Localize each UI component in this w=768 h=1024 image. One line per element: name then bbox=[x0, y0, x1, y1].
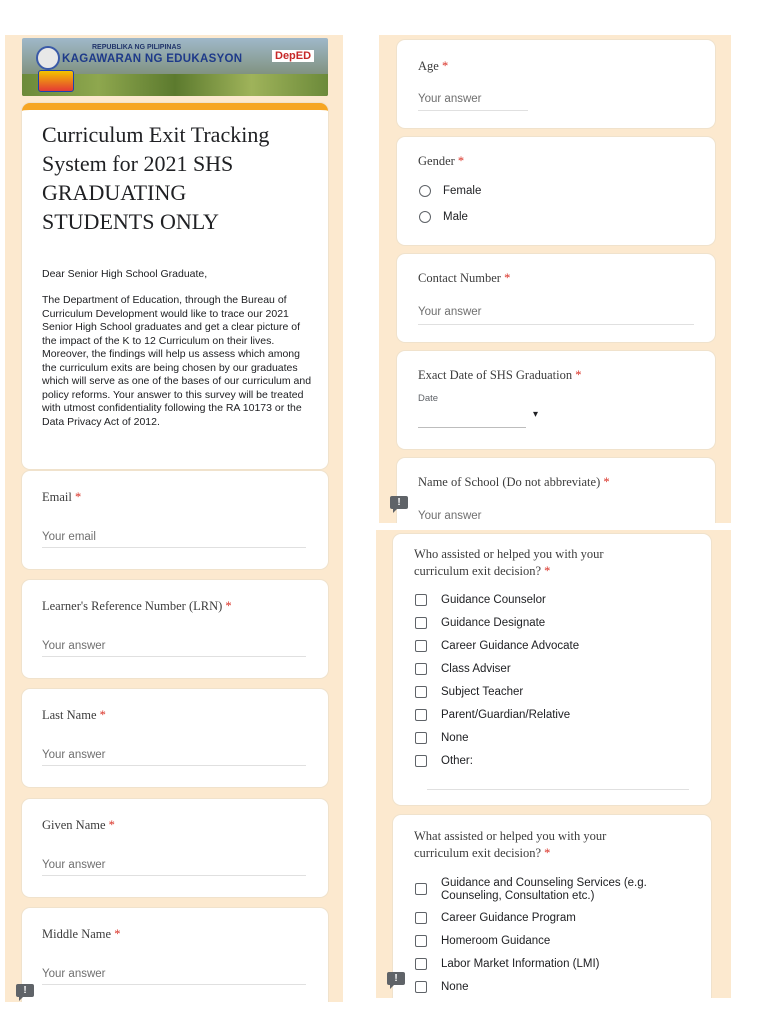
what-option-labor-market-information[interactable] bbox=[415, 958, 600, 970]
required-asterisk: * bbox=[575, 368, 582, 382]
other-text-input[interactable] bbox=[427, 789, 689, 790]
who-option-subject-teacher[interactable] bbox=[415, 686, 523, 698]
left-panel bbox=[5, 35, 343, 1002]
question-label: Contact Number bbox=[418, 271, 501, 285]
question-last-name bbox=[22, 689, 328, 787]
option-label: Guidance Counselor bbox=[441, 594, 546, 606]
question-label: Learner's Reference Number (LRN) bbox=[42, 599, 223, 613]
checkbox[interactable] bbox=[415, 883, 427, 895]
radio-button[interactable] bbox=[419, 211, 431, 223]
question-graduation-date bbox=[397, 351, 715, 449]
required-asterisk: * bbox=[504, 271, 511, 285]
what-option-career-guidance-program[interactable] bbox=[415, 912, 576, 924]
input-underline bbox=[418, 324, 694, 325]
date-dropdown-arrow-icon[interactable]: ▾ bbox=[533, 409, 539, 420]
required-asterisk: * bbox=[603, 475, 610, 489]
question-label: Gender bbox=[418, 154, 455, 168]
option-label: Class Adviser bbox=[441, 663, 511, 675]
email-input[interactable]: Your email bbox=[42, 531, 96, 543]
option-label: Guidance Designate bbox=[441, 617, 546, 629]
input-underline bbox=[42, 765, 306, 766]
who-option-guidance-counselor[interactable] bbox=[415, 594, 546, 606]
contact-number-input[interactable]: Your answer bbox=[418, 306, 482, 318]
report-feedback-icon[interactable]: ! bbox=[390, 496, 408, 509]
question-label: Who assisted or helped you with your curriculum exit decision? bbox=[414, 547, 604, 578]
radio-button[interactable] bbox=[419, 185, 431, 197]
checkbox[interactable] bbox=[415, 958, 427, 970]
input-underline bbox=[418, 110, 528, 111]
report-feedback-icon[interactable]: ! bbox=[387, 972, 405, 985]
input-underline bbox=[42, 656, 306, 657]
checkbox[interactable] bbox=[415, 640, 427, 652]
deped-seal-icon bbox=[36, 46, 60, 70]
question-lrn bbox=[22, 580, 328, 678]
question-school-name bbox=[397, 458, 715, 523]
input-underline bbox=[42, 984, 306, 985]
what-option-none[interactable] bbox=[415, 981, 469, 993]
option-label: Female bbox=[443, 185, 482, 197]
checkbox[interactable] bbox=[415, 732, 427, 744]
option-label: Guidance and Counseling Services (e.g. Counseling, Consultation etc.) bbox=[441, 877, 647, 902]
option-label: Homeroom Guidance bbox=[441, 935, 551, 947]
checkbox[interactable] bbox=[415, 617, 427, 629]
who-option-guidance-designate[interactable] bbox=[415, 617, 545, 629]
question-label: Exact Date of SHS Graduation bbox=[418, 368, 573, 382]
top-right-panel bbox=[379, 35, 731, 523]
who-option-class-adviser[interactable] bbox=[415, 663, 511, 675]
checkbox[interactable] bbox=[415, 709, 427, 721]
option-label: Career Guidance Program bbox=[441, 912, 576, 924]
who-option-none[interactable] bbox=[415, 732, 469, 744]
form-title: Curriculum Exit Tracking System for 2021 SHS GRADUATING STUDENTS ONLY bbox=[42, 122, 270, 234]
question-who-assisted bbox=[393, 534, 711, 805]
option-label: Male bbox=[443, 211, 468, 223]
question-label: Age bbox=[418, 59, 439, 73]
option-label: Labor Market Information (LMI) bbox=[441, 958, 600, 970]
option-label: None bbox=[441, 981, 469, 993]
checkbox[interactable] bbox=[415, 981, 427, 993]
checkbox[interactable] bbox=[415, 686, 427, 698]
lrn-input[interactable]: Your answer bbox=[42, 640, 106, 652]
date-label: Date bbox=[418, 393, 439, 404]
required-asterisk: * bbox=[544, 564, 551, 578]
question-label: Email bbox=[42, 490, 72, 504]
required-asterisk: * bbox=[225, 599, 232, 613]
input-underline bbox=[42, 547, 306, 548]
given-name-input[interactable]: Your answer bbox=[42, 859, 106, 871]
deped-logo: DepED bbox=[272, 50, 314, 62]
required-asterisk: * bbox=[544, 846, 551, 860]
form-description: The Department of Education, through the Bureau of Curriculum Development would like to trace our 2021 Senior High School graduates and get a clear picture of the impact of the K to 12 Curriculum on their lives. Moreover, the findings will help us assess which among the curriculum exits are being chosen by our graduates which will serve as one of the bases of our curriculum and policy reforms. Your answer to this survey will be treated with utmost confidentiality following the RA 10173 or the Data Privacy Act of 2012. bbox=[42, 294, 312, 428]
what-option-guidance-counseling-services[interactable] bbox=[415, 877, 695, 903]
required-asterisk: * bbox=[114, 927, 121, 941]
deped-banner bbox=[22, 38, 328, 96]
question-email bbox=[22, 471, 328, 569]
report-feedback-icon[interactable]: ! bbox=[16, 984, 34, 997]
required-asterisk: * bbox=[441, 59, 449, 73]
school-name-input[interactable]: Your answer bbox=[418, 510, 482, 522]
checkbox[interactable] bbox=[415, 935, 427, 947]
form-greeting: Dear Senior High School Graduate, bbox=[42, 268, 208, 280]
option-label: Career Guidance Advocate bbox=[441, 640, 580, 652]
question-age bbox=[397, 40, 715, 128]
question-label: Given Name bbox=[42, 818, 106, 832]
banner-top-text: REPUBLIKA NG PILIPINAS bbox=[92, 44, 182, 51]
date-input-underline[interactable] bbox=[418, 427, 526, 428]
age-input[interactable]: Your answer bbox=[418, 93, 482, 105]
required-asterisk: * bbox=[74, 490, 82, 504]
who-option-other[interactable] bbox=[415, 755, 473, 767]
bagong-pilipinas-logo bbox=[38, 70, 74, 92]
question-label: Middle Name bbox=[42, 927, 112, 941]
checkbox[interactable] bbox=[415, 594, 427, 606]
checkbox[interactable] bbox=[415, 663, 427, 675]
required-asterisk: * bbox=[99, 708, 106, 722]
gender-option-male[interactable] bbox=[419, 211, 468, 223]
middle-name-input[interactable]: Your answer bbox=[42, 968, 106, 980]
who-option-career-guidance-advocate[interactable] bbox=[415, 640, 579, 652]
banner-main-text: KAGAWARAN NG EDUKASYON bbox=[62, 53, 243, 65]
what-option-homeroom-guidance[interactable] bbox=[415, 935, 550, 947]
required-asterisk: * bbox=[457, 154, 465, 168]
option-label: Parent/Guardian/Relative bbox=[441, 709, 571, 721]
who-option-parent-guardian-relative[interactable] bbox=[415, 709, 570, 721]
checkbox[interactable] bbox=[415, 755, 427, 767]
checkbox[interactable] bbox=[415, 912, 427, 924]
input-underline bbox=[42, 875, 306, 876]
question-contact-number bbox=[397, 254, 715, 342]
last-name-input[interactable]: Your answer bbox=[42, 749, 106, 761]
required-asterisk: * bbox=[108, 818, 115, 832]
question-label: Name of School (Do not abbreviate) bbox=[418, 475, 601, 489]
question-label: What assisted or helped you with your curriculum exit decision? bbox=[414, 829, 607, 860]
bottom-right-panel bbox=[376, 530, 731, 998]
option-label: Other: bbox=[441, 755, 473, 767]
option-label: None bbox=[441, 732, 469, 744]
gender-option-female[interactable] bbox=[419, 185, 481, 197]
question-gender bbox=[397, 137, 715, 245]
question-label: Last Name bbox=[42, 708, 97, 722]
question-given-name bbox=[22, 799, 328, 897]
question-what-assisted bbox=[393, 815, 711, 998]
option-label: Subject Teacher bbox=[441, 686, 524, 698]
form-header-card bbox=[22, 103, 328, 469]
question-middle-name bbox=[22, 908, 328, 1002]
